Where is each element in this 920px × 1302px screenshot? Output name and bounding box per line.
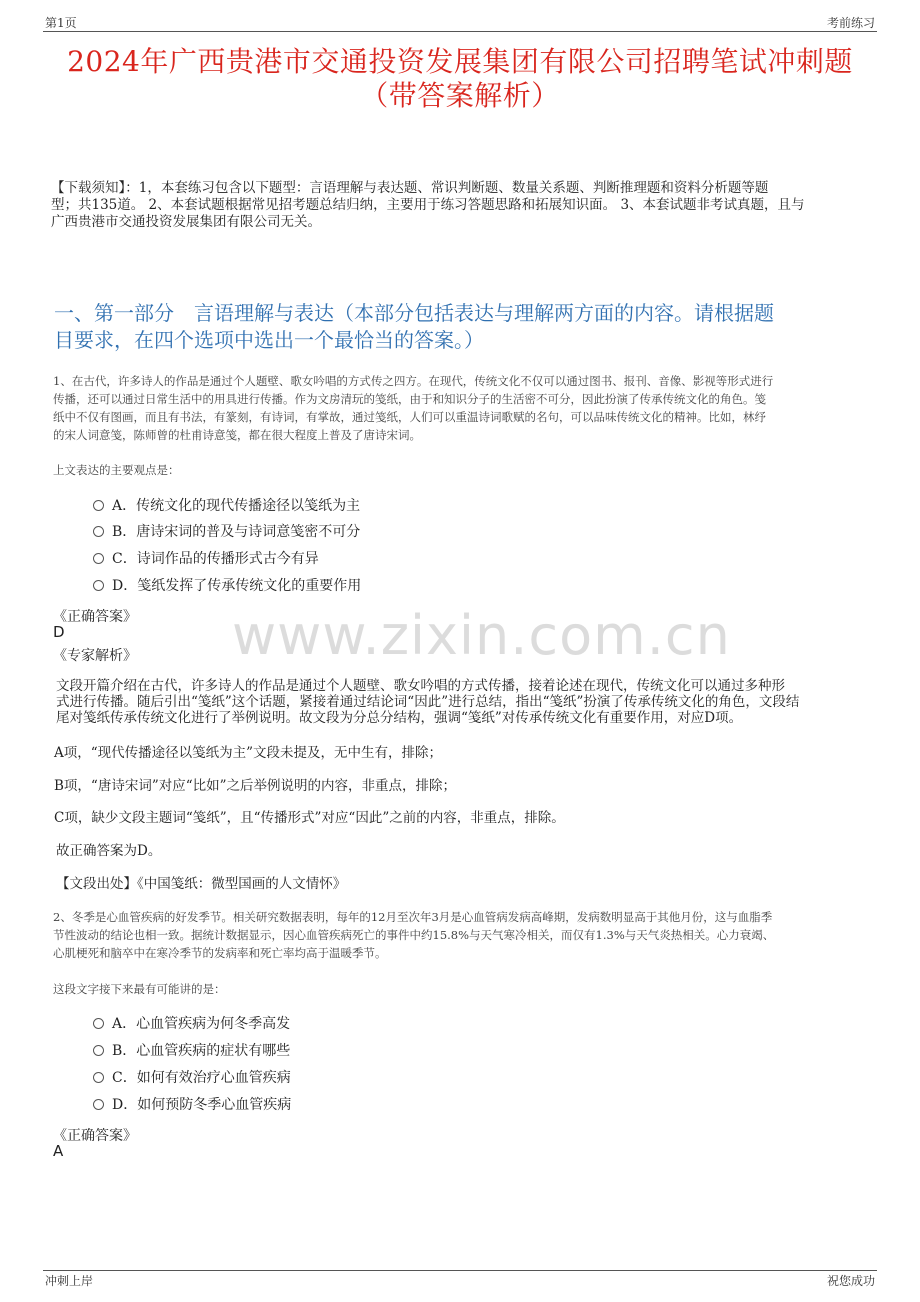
q1-option-c[interactable] — [93, 550, 319, 568]
q1-source: 【文段出处】《中国笺纸：微型国画的人文情怀》 — [56, 876, 347, 892]
q1-analysis-b: B项，“唐诗宋词”对应“比如”之后举例说明的内容，非重点，排除； — [54, 778, 457, 794]
question-text-line: 心肌梗死和脑卒中在寒冷季节的发病率和死亡率均高于温暖季节。 — [53, 946, 387, 960]
radio-icon[interactable] — [93, 1018, 104, 1029]
radio-icon[interactable] — [93, 1045, 104, 1056]
q1-option-a[interactable] — [93, 497, 360, 515]
option-label: C．诗词作品的传播形式古今有异 — [112, 551, 319, 567]
q2-answer: A — [53, 1142, 64, 1160]
analysis-line: 尾对笺纸传承传统文化进行了举例说明。故文段为分总分结构，强调“笺纸”对传承传统文化有重要作用，对应D项。 — [56, 710, 743, 726]
section-heading-line: 一、第一部分 言语理解与表达（本部分包括表达与理解两方面的内容。请根据题 — [54, 301, 774, 325]
footer-left-label: 冲刺上岸 — [45, 1274, 94, 1288]
footer-rule — [43, 1270, 877, 1271]
option-label: A．传统文化的现代传播途径以笺纸为主 — [112, 498, 361, 514]
download-notice — [51, 180, 881, 231]
notice-line: 广西贵港市交通投资发展集团有限公司无关。 — [51, 214, 321, 230]
analysis-line: 文段开篇介绍在古代，许多诗人的作品是通过个人题壁、歌女吟唱的方式传播，接着论述在现代，传统文化可以通过多种形 — [56, 678, 785, 694]
q2-option-c[interactable] — [93, 1069, 291, 1087]
header-rule — [43, 31, 877, 32]
option-label: A．心血管疾病为何冬季高发 — [112, 1016, 291, 1032]
watermark: www.zixin.com.cn — [232, 604, 731, 667]
option-label: C．如何有效治疗心血管疾病 — [112, 1070, 291, 1086]
section-heading-line: 目要求，在四个选项中选出一个最恰当的答案。） — [54, 328, 484, 352]
radio-icon[interactable] — [93, 553, 104, 564]
q2-answer-label: 《正确答案》 — [53, 1128, 137, 1144]
question-2-prompt: 这段文字接下来最有可能讲的是： — [53, 982, 226, 996]
question-text-line: 1、在古代，许多诗人的作品是通过个人题壁、歌女吟唱的方式传之四方。在现代，传统文化不仅可以通过图书、报刊、音像、影视等形式进行 — [53, 374, 774, 388]
q1-answer-label: 《正确答案》 — [53, 609, 137, 625]
option-label: D．笺纸发挥了传承传统文化的重要作用 — [112, 578, 362, 594]
analysis-line: 式进行传播。随后引出“笺纸”这个话题，紧接着通过结论词“因此”进行总结，指出“笺纸”扮演了传承传统文化的角色，文段结 — [56, 694, 800, 710]
radio-icon[interactable] — [93, 526, 104, 537]
radio-icon[interactable] — [93, 1099, 104, 1110]
header-right-label: 考前练习 — [826, 16, 875, 30]
q1-analysis-c: C项，缺少文段主题词“笺纸”，且“传播形式”对应“因此”之前的内容，非重点，排除。 — [54, 810, 565, 826]
question-text-line: 2、冬季是心血管疾病的好发季节。相关研究数据表明，每年的12月至次年3月是心血管病发病高峰期，发病数明显高于其他月份，这与血脂季 — [53, 910, 773, 924]
q2-option-a[interactable] — [93, 1015, 290, 1033]
q1-option-b[interactable] — [93, 523, 360, 541]
q1-analysis-paragraph — [56, 678, 876, 726]
q1-analysis-a: A项，“现代传播途径以笺纸为主”文段未提及，无中生有，排除； — [54, 745, 443, 761]
radio-icon[interactable] — [93, 580, 104, 591]
question-text-line: 节性波动的结论也相一致。据统计数据显示，因心血管疾病死亡的事件中约15.8%与天气寒冷相关，而仅有1.3%与天气炎热相关。心力衰竭、 — [53, 928, 775, 942]
q1-answer: D — [53, 623, 65, 641]
option-label: B．心血管疾病的症状有哪些 — [112, 1043, 291, 1059]
q1-analysis-label: 《专家解析》 — [53, 648, 137, 664]
footer-right-label: 祝您成功 — [826, 1274, 875, 1288]
notice-line: 型；共135道。 2、本套试题根据常见招考题总结归纳，主要用于练习答题思路和拓展知识面。 3、本套试题非考试真题，且与 — [51, 197, 805, 213]
document-subtitle: （带答案解析） — [360, 79, 560, 112]
question-text-line: 的宋人词意笺，陈师曾的杜甫诗意笺，都在很大程度上普及了唐诗宋词。 — [53, 428, 421, 442]
option-label: D．如何预防冬季心血管疾病 — [112, 1097, 292, 1113]
question-text-line: 纸中不仅有图画，而且有书法，有篆刻，有诗词，有掌故，通过笺纸，人们可以重温诗词歌赋的名句，可以品味传统文化的精神。比如，林纾 — [53, 410, 766, 424]
page-number: 第1页 — [45, 16, 77, 30]
notice-line: 【下载须知】：1，本套练习包含以下题型：言语理解与表达题、常识判断题、数量关系题、判断推理题和资料分析题等题 — [51, 180, 769, 196]
question-1-prompt: 上文表达的主要观点是： — [53, 463, 180, 477]
radio-icon[interactable] — [93, 500, 104, 511]
document-title: 2024年广西贵港市交通投资发展集团有限公司招聘笔试冲刺题 — [67, 45, 853, 78]
question-1-text — [53, 372, 873, 444]
option-label: B．唐诗宋词的普及与诗词意笺密不可分 — [112, 524, 361, 540]
section-heading — [54, 300, 874, 354]
q2-option-d[interactable] — [93, 1096, 291, 1114]
q2-option-b[interactable] — [93, 1042, 290, 1060]
radio-icon[interactable] — [93, 1072, 104, 1083]
q1-conclusion: 故正确答案为D。 — [56, 843, 162, 859]
q1-option-d[interactable] — [93, 577, 361, 595]
question-2-text — [53, 908, 873, 962]
question-text-line: 传播，还可以通过日常生活中的用具进行传播。作为文房清玩的笺纸，由于和知识分子的生活密不可分，因此扮演了传承传统文化的角色。笺 — [53, 392, 766, 406]
